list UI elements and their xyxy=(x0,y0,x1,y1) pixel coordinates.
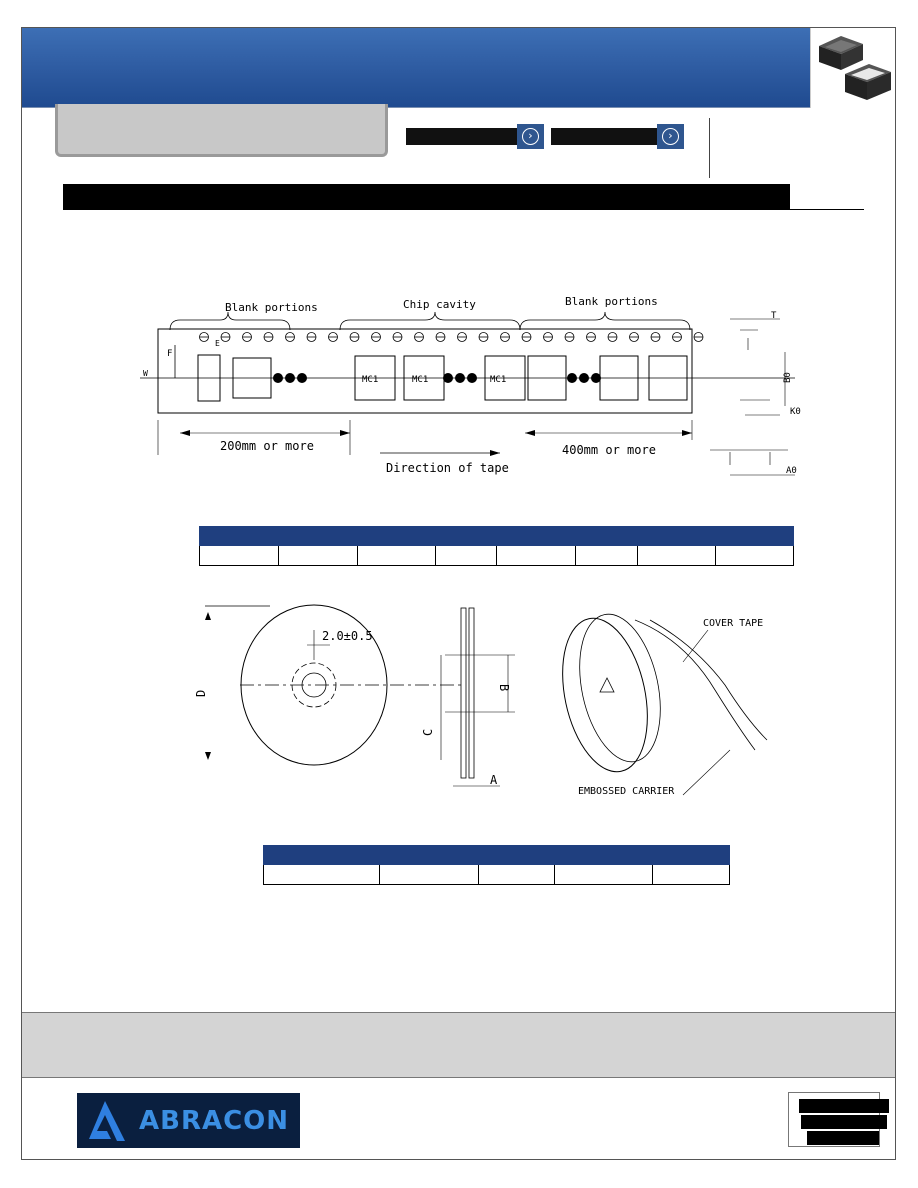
reel-side-flange-1 xyxy=(461,608,466,778)
table-cell xyxy=(379,865,478,885)
table-header-cell xyxy=(200,527,279,546)
table-header-cell xyxy=(638,527,716,546)
table-cell xyxy=(357,546,435,566)
label-A0: A0 xyxy=(786,466,797,476)
chevron-right-icon: › xyxy=(657,124,684,149)
logo-text: ABRACON xyxy=(139,1105,290,1136)
label-cover-tape: COVER TAPE xyxy=(703,618,764,629)
table-cell xyxy=(555,865,653,885)
table-cell xyxy=(278,546,357,566)
table-cell xyxy=(576,546,638,566)
header-separator xyxy=(709,118,710,178)
label-embossed-carrier: EMBOSSED CARRIER xyxy=(578,786,675,797)
label-E: E xyxy=(215,339,220,348)
nav-button-2[interactable] xyxy=(551,124,684,149)
label-W: W xyxy=(143,369,148,378)
revision-stamp xyxy=(788,1092,880,1147)
brace-right xyxy=(520,312,690,330)
chip-marking-1: MC1 xyxy=(362,375,379,385)
table-header-row xyxy=(200,527,794,546)
table-header-cell xyxy=(379,846,478,865)
label-F: F xyxy=(167,349,173,359)
table-header-cell xyxy=(264,846,380,865)
label-D: D xyxy=(195,689,208,697)
label-C: C xyxy=(421,728,435,736)
table-header-cell xyxy=(653,846,730,865)
table-header-cell xyxy=(497,527,576,546)
nav-button-1[interactable] xyxy=(406,124,544,149)
table-cell xyxy=(264,865,380,885)
table-header-cell xyxy=(576,527,638,546)
table-header-cell xyxy=(716,527,794,546)
inductor-chip-2 xyxy=(845,64,891,100)
label-B: B xyxy=(497,684,511,692)
abracon-logo xyxy=(77,1093,300,1148)
label-blank-right: Blank portions xyxy=(565,295,658,308)
table-cell xyxy=(478,865,555,885)
nav-button-1-label xyxy=(406,128,517,145)
sprocket-holes xyxy=(200,333,704,342)
chevron-right-icon: › xyxy=(517,124,544,149)
table-cell xyxy=(716,546,794,566)
section-heading-bar xyxy=(63,184,790,210)
label-direction: Direction of tape xyxy=(386,461,509,475)
label-200mm: 200mm or more xyxy=(220,439,314,453)
reel-perspective xyxy=(550,610,661,779)
nav-button-2-label xyxy=(551,128,657,145)
table-header-row xyxy=(264,846,730,865)
table-header-cell xyxy=(478,846,555,865)
label-K0: K0 xyxy=(790,407,801,417)
table-header-cell xyxy=(435,527,497,546)
table-cell xyxy=(653,865,730,885)
table-cell xyxy=(200,546,279,566)
section-heading-rule xyxy=(790,209,864,210)
header-banner xyxy=(22,28,810,108)
table-header-cell xyxy=(357,527,435,546)
product-image xyxy=(810,28,895,108)
chip-marking-2: MC1 xyxy=(412,375,429,385)
label-hub: 2.0±0.5 xyxy=(322,629,373,643)
label-B0: B0 xyxy=(783,372,793,383)
inductor-chip-1 xyxy=(819,36,863,70)
carrier-tape xyxy=(635,620,755,750)
brace-chip xyxy=(340,312,520,330)
label-T: T xyxy=(771,311,777,321)
tape-diagram xyxy=(140,290,810,485)
label-A: A xyxy=(490,773,498,787)
table-cell xyxy=(435,546,497,566)
table-cell xyxy=(497,546,576,566)
table-row xyxy=(200,546,794,566)
table-header-cell xyxy=(278,527,357,546)
label-chip-cavity: Chip cavity xyxy=(403,298,476,311)
title-panel xyxy=(55,104,388,157)
reel-diagram xyxy=(195,600,795,800)
table-header-cell xyxy=(555,846,653,865)
reel-side-flange-2 xyxy=(469,608,474,778)
table-cell xyxy=(638,546,716,566)
abracon-logo-icon xyxy=(83,1097,131,1145)
footer-panel xyxy=(22,1012,895,1078)
label-400mm: 400mm or more xyxy=(562,443,656,457)
label-blank-left: Blank portions xyxy=(225,301,318,314)
chip-marking-3: MC1 xyxy=(490,375,507,385)
table-row xyxy=(264,865,730,885)
brace-left xyxy=(170,312,290,330)
reel-dimension-table xyxy=(263,845,730,885)
tape-dimension-table xyxy=(199,526,794,566)
